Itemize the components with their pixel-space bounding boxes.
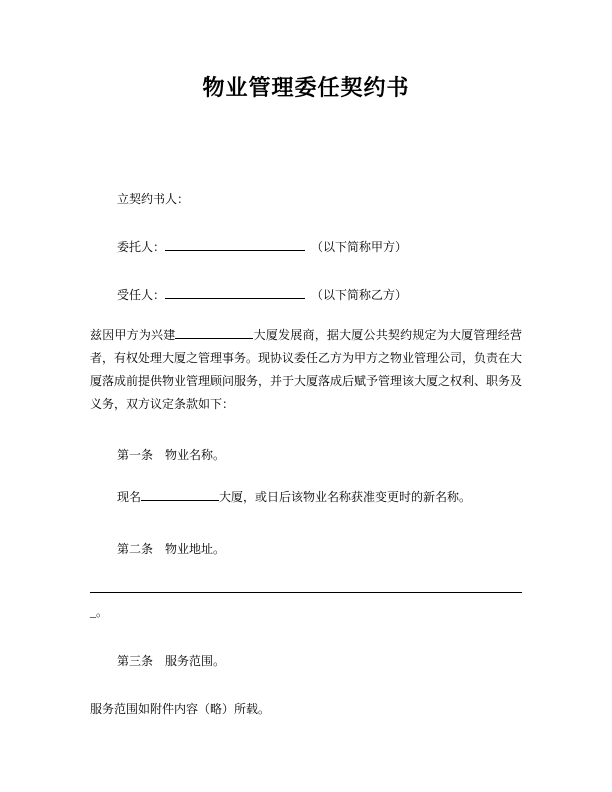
article2-blank-line bbox=[90, 579, 522, 593]
party-b-note: （以下简称乙方） bbox=[311, 288, 408, 302]
article1-body bbox=[90, 486, 522, 508]
article1-text-before-blank: 现名 bbox=[117, 490, 142, 504]
article1-heading: 第一条 物业名称。 bbox=[117, 448, 226, 462]
article1-text-after-blank: 大厦，或日后该物业名称获准变更时的新名称。 bbox=[219, 490, 472, 504]
preamble-text-before-blank: 兹因甲方为兴建 bbox=[90, 328, 176, 342]
party-b-label: 受任人： bbox=[117, 288, 166, 302]
preamble-blank-line bbox=[175, 325, 253, 339]
article2-address-line bbox=[90, 578, 522, 624]
preamble-text-after-blank: 大厦发展商，据大厦公共契约规定为大厦管理经营者，有权处理大厦之管理事务。现协议委任乙方为甲方之物业管理公司，负责在大厦落成前提供物业管理顾问服务，并于大厦落成后赋予管理该大厦之权利、职务及义务，双方议定条款如下： bbox=[90, 328, 523, 411]
party-b-line bbox=[90, 284, 522, 306]
party-b-blank-line bbox=[165, 285, 305, 299]
document-title: 物业管理委任契约书 bbox=[202, 75, 410, 100]
party-a-note: （以下简称甲方） bbox=[311, 240, 408, 254]
party-a-label: 委托人： bbox=[117, 240, 166, 254]
article2-tail: _。 bbox=[90, 605, 109, 619]
article3-heading: 第三条 服务范围。 bbox=[117, 654, 226, 668]
article2-heading: 第二条 物业地址。 bbox=[117, 542, 226, 556]
preamble-paragraph bbox=[90, 324, 522, 416]
party-a-blank-line bbox=[165, 237, 305, 251]
article3-body: 服务范围如附件内容（略）所载。 bbox=[90, 702, 271, 716]
parties-intro: 立契约书人： bbox=[117, 192, 190, 206]
party-a-line bbox=[90, 236, 522, 258]
article1-blank-line bbox=[141, 487, 219, 501]
